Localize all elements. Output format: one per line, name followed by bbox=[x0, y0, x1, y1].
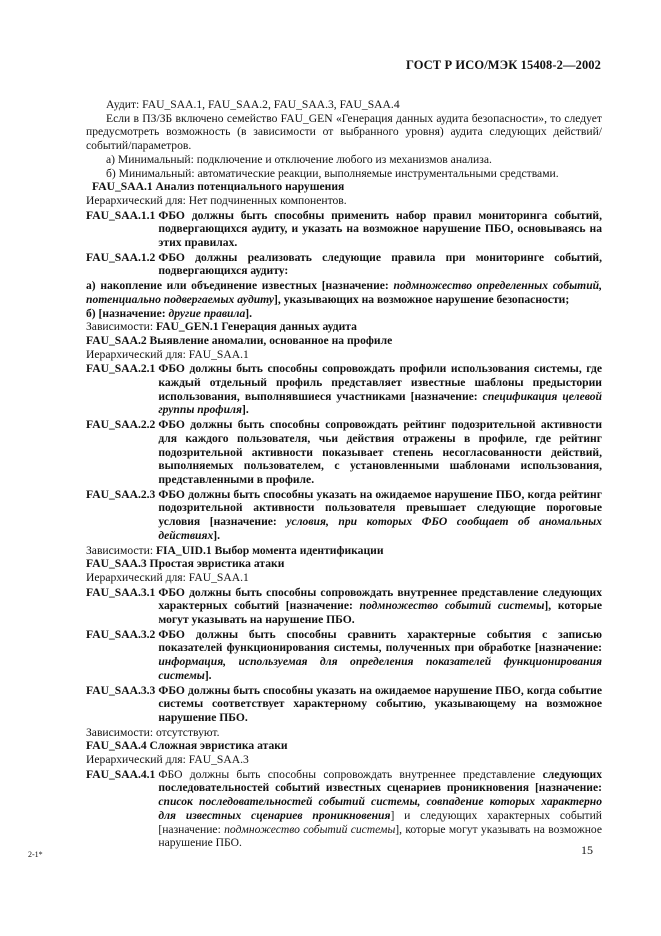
element-id: FAU_SAA.1.2 bbox=[86, 250, 156, 264]
component-heading-saa2: FAU_SAA.2 Выявление аномалии, основанное на профиле bbox=[86, 333, 393, 347]
element-id: FAU_SAA.3.2 bbox=[86, 627, 156, 641]
element-saa-1-2 bbox=[86, 251, 602, 278]
element-text: ФБО должны быть способны указать на ожидаемое нарушение ПБО, когда событие системы соответствует характерному событию, указывающему на возможное нарушение ПБО. bbox=[158, 683, 602, 724]
element-text: ФБО должны реализовать следующие правила при мониторинге событий, подвергающихся аудиту: bbox=[158, 250, 602, 278]
element-saa-2-1 bbox=[86, 362, 602, 417]
hierarchy-line: Иерархический для: FAU_SAA.1 bbox=[86, 347, 249, 361]
element-text bbox=[158, 768, 602, 850]
element-saa-3-2 bbox=[86, 628, 602, 683]
element-text bbox=[158, 488, 602, 543]
element-id: FAU_SAA.2.1 bbox=[86, 362, 156, 376]
text: ]. bbox=[241, 403, 249, 417]
element-saa-2-3 bbox=[86, 488, 602, 543]
list-item-b: б) Минимальный: автоматические реакции, выполняемые инструментальными средствами. bbox=[106, 166, 559, 180]
component-heading-saa3: FAU_SAA.3 Простая эвристика атаки bbox=[86, 557, 285, 571]
hierarchy-line: Иерархический для: FAU_SAA.1 bbox=[86, 570, 249, 584]
dependencies-saa3: Зависимости: отсутствуют. bbox=[86, 725, 220, 739]
assignment-text: спецификация целевой группы профиля bbox=[158, 389, 602, 417]
hierarchy-line: Иерархический для: FAU_SAA.3 bbox=[86, 753, 249, 767]
element-text: ФБО должны быть способны применить набор правил мониторинга событий, подвергающихся аудиту, и указать на возможное нарушение ПБО, основываясь на этих правилах. bbox=[158, 208, 602, 250]
page-header: ГОСТ Р ИСО/МЭК 15408-2—2002 bbox=[405, 58, 601, 72]
text: ФБО должны быть способны сопровождать внутреннее представление bbox=[158, 767, 543, 781]
page-number: 15 bbox=[581, 843, 593, 857]
dependency: FIA_UID.1 Выбор момента идентификации bbox=[155, 543, 384, 557]
text: ]. bbox=[213, 528, 221, 542]
element-id: FAU_SAA.3.1 bbox=[86, 585, 156, 599]
sheet-mark: 2-1* bbox=[28, 850, 43, 859]
assignment-text: условия, при которых ФБО сообщает об аномальных действиях bbox=[158, 515, 603, 542]
audit-line: Аудит: FAU_SAA.1, FAU_SAA.2, FAU_SAA.3, FAU_SAA.4 bbox=[106, 98, 400, 111]
element-text: ФБО должны быть способны сопровождать рейтинг подозрительной активности для каждого пользователя, чьи действия отражены в профиле, где рейтинг подозрительной активности показывает степень несогласованности действий, выполняемых пользователем, с установленными шаблонами использования, представленными в профиле. bbox=[158, 418, 602, 486]
element-saa-1-1 bbox=[86, 209, 602, 250]
text: б) [назначение: bbox=[86, 306, 169, 320]
document-body bbox=[86, 98, 602, 850]
component-heading-saa1: FAU_SAA.1 Анализ потенциального нарушения bbox=[92, 180, 345, 194]
text: ФБО должны быть способны сравнить характерные события с записью показателей функционирования системы, полученных при обработке [назначение: bbox=[158, 627, 602, 655]
rule-b bbox=[86, 307, 602, 321]
element-id: FAU_SAA.2.2 bbox=[86, 418, 156, 432]
text: ], указывающих на возможное нарушение безопасности; bbox=[274, 292, 570, 306]
label: Зависимости: bbox=[86, 320, 156, 334]
hierarchy-line: Иерархический для: Нет подчиненных компонентов. bbox=[86, 193, 347, 207]
component-heading-saa4: FAU_SAA.4 Сложная эвристика атаки bbox=[86, 739, 288, 753]
dependencies-saa1 bbox=[86, 320, 602, 334]
text: ] и следующих характерных событий [назначение: bbox=[158, 808, 602, 836]
text: следующих последовательностей событий известных сценариев проникновения [назначение: bbox=[158, 767, 602, 795]
assignment-text: подмножество событий системы bbox=[359, 599, 545, 613]
assignment-text: подмножество событий системы bbox=[224, 822, 396, 836]
rule-a bbox=[86, 279, 602, 306]
dependency: FAU_GEN.1 Генерация данных аудита bbox=[155, 320, 357, 334]
element-saa-4-1 bbox=[86, 768, 602, 850]
element-text bbox=[158, 628, 602, 683]
text: ФБО должны быть способны сопровождать внутреннее представление следующих характерных событий [назначение: bbox=[158, 585, 602, 613]
text: ], которые могут указывать на возможное нарушение ПБО. bbox=[158, 822, 602, 850]
assignment-text: информация, используемая для определения показателей функционирования системы bbox=[158, 655, 602, 682]
text: ФБО должны быть способны сопровождать профили использования системы, где каждый отдельный профиль представляет известные шаблоны предыстории использования, выполнявшиеся участниками [назначение: bbox=[158, 362, 602, 403]
element-saa-3-1 bbox=[86, 586, 602, 627]
element-id: FAU_SAA.3.3 bbox=[86, 683, 156, 697]
element-id: FAU_SAA.1.1 bbox=[86, 208, 156, 222]
text: ]. bbox=[204, 668, 212, 682]
element-text bbox=[158, 362, 602, 417]
label: Зависимости: bbox=[86, 543, 156, 557]
element-id: FAU_SAA.2.3 bbox=[86, 487, 156, 501]
assignment-text: подмножество определенных событий, потенциально подвергаемых аудиту bbox=[86, 279, 602, 306]
list-item-a: а) Минимальный: подключение и отключение любого из механизмов анализа. bbox=[106, 152, 492, 166]
text: ]. bbox=[245, 306, 253, 320]
text: ], которые могут указывать на нарушение ПБО. bbox=[158, 599, 602, 627]
element-saa-2-2 bbox=[86, 418, 602, 487]
element-id: FAU_SAA.4.1 bbox=[86, 767, 156, 781]
element-text bbox=[158, 586, 602, 627]
assignment-text: другие правила bbox=[168, 306, 246, 320]
audit-paragraph: Если в ПЗ/ЗБ включено семейство FAU_GEN «Генерация данных аудита безопасности», то следует предусмотреть возможность (в зависимости от выбранного уровня) аудита следующих действий/событий/параметров. bbox=[86, 111, 602, 153]
assignment-text: список последовательностей событий системы, совпадение которых характерно для известных сценариев проникновения bbox=[158, 795, 602, 822]
text: ФБО должны быть способны указать на ожидаемое нарушение ПБО, когда рейтинг подозрительной активности пользователя превышает следующие пороговые условия [назначение: bbox=[158, 487, 602, 529]
text: а) накопление или объединение известных [назначение: bbox=[86, 279, 394, 293]
element-saa-3-3 bbox=[86, 684, 602, 725]
dependencies-saa2 bbox=[86, 544, 602, 558]
